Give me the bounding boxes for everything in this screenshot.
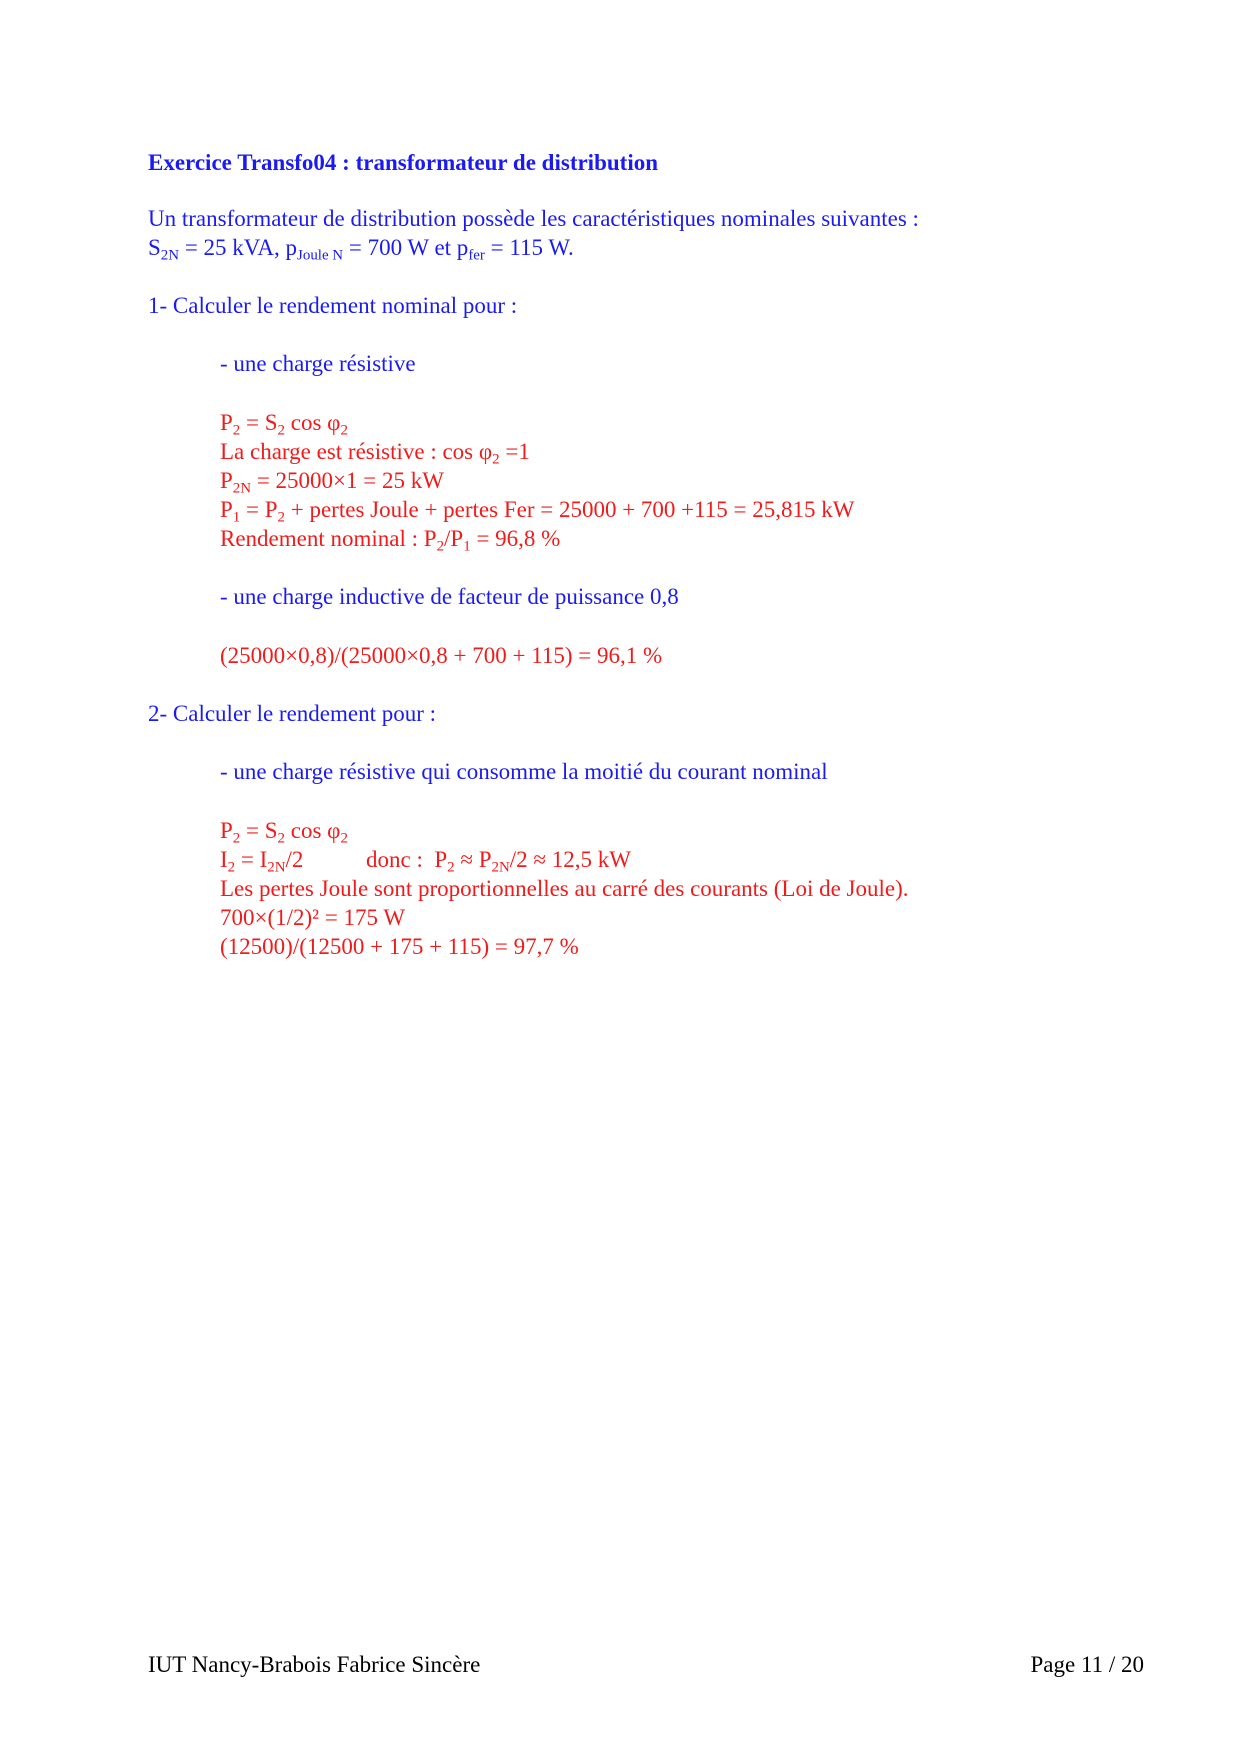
subscript: Joule N [297,247,344,264]
answer-1a-line-4 [220,497,855,526]
text-fragment: /P [444,526,464,551]
text-fragment: S [148,235,161,260]
subscript: 1 [463,538,471,555]
answer-2a-line-5: (12500)/(12500 + 175 + 115) = 97,7 % [220,934,579,959]
text-fragment: = 96,8 % [470,526,561,551]
question-2-heading: 2- Calculer le rendement pour : [148,701,437,726]
subscript: 2 [340,830,348,847]
text-fragment: =1 [499,439,530,464]
question-2a-label: - une charge résistive qui consomme la moitié du courant nominal [220,759,828,784]
text-fragment: P [220,410,233,435]
subscript: 2 [447,859,455,876]
text-fragment: = 25000×1 = 25 kW [251,468,444,493]
text-fragment: cos φ [285,818,341,843]
subscript: 2 [277,422,285,439]
text-fragment: ≈ P [454,847,492,872]
exercise-title: Exercice Transfo04 : transformateur de distribution [148,150,658,175]
answer-1a-line-5 [220,526,561,555]
question-1b-label: - une charge inductive de facteur de puissance 0,8 [220,584,679,609]
subscript: 2 [436,538,445,555]
text-fragment: cos φ [285,410,341,435]
subscript: 2 [277,509,285,526]
subscript: 2 [340,422,348,439]
answer-1a-line-3 [220,468,444,497]
answer-1a-line-1 [220,410,348,439]
subscript: 2 [227,859,236,876]
text-fragment: = 700 W et p [343,235,469,260]
subscript: 2 [232,830,241,847]
text-fragment: P [220,818,233,843]
answer-2a-line-4: 700×(1/2)² = 175 W [220,905,406,930]
text-fragment: + pertes Joule + pertes Fer = 25000 + 700 +115 = 25,815 kW [285,497,855,522]
question-1a-label: - une charge résistive [220,351,416,376]
answer-2a-line-3: Les pertes Joule sont proportionnelles au carré des courants (Loi de Joule). [220,876,909,901]
text-fragment: = 115 W. [484,235,574,260]
text-fragment: /2 [285,847,304,872]
subscript: 2 [277,830,285,847]
text-fragment: La charge est résistive : cos φ [220,439,493,464]
subscript: 1 [232,509,241,526]
answer-2a-line-2-donc [366,847,632,876]
subscript: fer [468,247,485,264]
text-fragment: /2 ≈ 12,5 kW [509,847,632,872]
answer-2a-line-1 [220,818,348,847]
subscript: 2 [232,422,241,439]
subscript: 2N [267,859,286,876]
text-fragment: = S [240,410,278,435]
text-fragment: P [220,497,233,522]
subscript: 2N [160,247,180,264]
question-1-heading: 1- Calculer le rendement nominal pour : [148,293,518,318]
text-fragment: = S [240,818,278,843]
subscript: 2 [492,451,500,468]
text-fragment: = 25 kVA, p [179,235,298,260]
intro-line-2 [148,235,574,264]
footer-author: IUT Nancy-Brabois Fabrice Sincère [148,1652,481,1677]
text-fragment: donc : P [366,847,448,872]
answer-2a-line-2 [220,847,304,876]
text-fragment: I [220,847,228,872]
text-fragment: P [220,468,233,493]
answer-1a-line-2 [220,439,530,468]
intro-line-1: Un transformateur de distribution possède les caractéristiques nominales suivantes : [148,206,919,231]
text-fragment: = I [235,847,268,872]
answer-1b: (25000×0,8)/(25000×0,8 + 700 + 115) = 96,1 % [220,643,663,668]
text-fragment: Rendement nominal : P [220,526,437,551]
subscript: 2N [491,859,510,876]
subscript: 2N [232,480,252,497]
footer-page-number: Page 11 / 20 [1030,1652,1144,1677]
text-fragment: = P [240,497,278,522]
